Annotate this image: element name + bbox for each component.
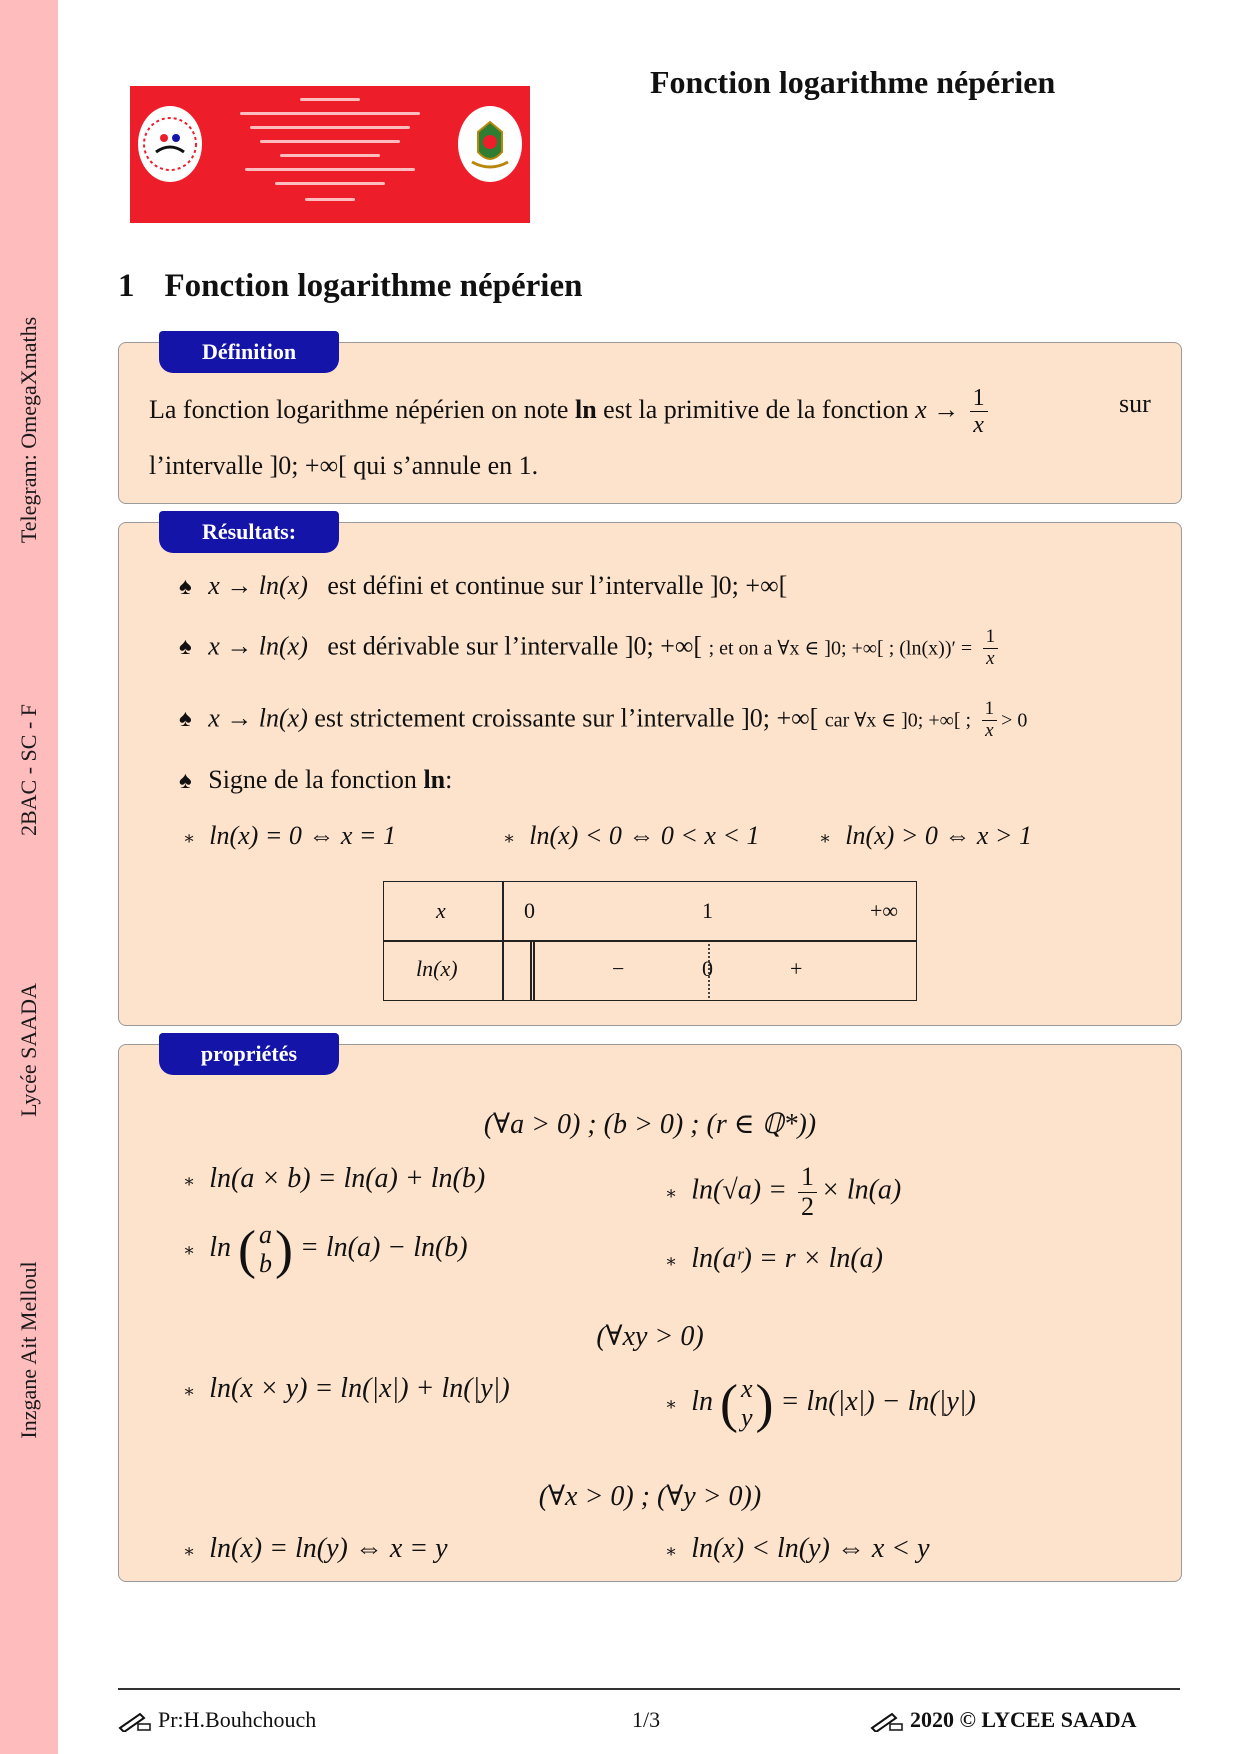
result-sign-heading: ♠ Signe de la fonction ln: bbox=[179, 765, 453, 794]
definition-fraction: $\frac{1}{x}$ bbox=[970, 385, 988, 439]
definition-tab: Définition bbox=[159, 331, 339, 373]
properties-box bbox=[118, 1041, 1182, 1582]
properties-condition-2: (∀xy > 0) bbox=[596, 1321, 704, 1352]
results-tab: Résultats: bbox=[159, 511, 339, 553]
pencil-icon bbox=[870, 1712, 904, 1732]
result-monotonic: ♠ x → ln(x) est strictement croissante sur l’intervalle ]0; +∞[ car ∀x ∈ ]0; +∞[ ; $\frac{1}{x}$ > 0 bbox=[179, 698, 1028, 741]
table-value-0: 0 bbox=[524, 898, 535, 923]
section-number: 1 bbox=[118, 268, 135, 304]
properties-condition-1: (∀a > 0) ; (b > 0) ; (r ∈ ℚ*)) bbox=[483, 1109, 817, 1140]
footer-copyright: 2020 © LYCEE SAADA bbox=[870, 1707, 1137, 1733]
table-sign-zero: 0 bbox=[702, 956, 713, 981]
pencil-icon bbox=[118, 1712, 152, 1732]
footer-author: Pr:H.Bouhchouch bbox=[118, 1707, 316, 1733]
table-value-1: 1 bbox=[702, 898, 713, 923]
result-continuity: ♠ x → ln(x) est défini et continue sur l’intervalle ]0; +∞[ bbox=[179, 571, 788, 600]
property-equality: ∗ ln(x) = ln(y) ⇔ x = y bbox=[183, 1533, 448, 1564]
property-product: ∗ ln(a × b) = ln(a) + ln(b) bbox=[183, 1163, 486, 1194]
property-inequality: ∗ ln(x) < ln(y) ⇔ x < y bbox=[665, 1533, 930, 1564]
spade-bullet-icon: ♠ bbox=[179, 768, 192, 794]
spade-bullet-icon: ♠ bbox=[179, 706, 192, 733]
sidebar-telegram: Telegram: OmegaXmaths bbox=[16, 316, 41, 544]
properties-condition-3: (∀x > 0) ; (∀y > 0)) bbox=[538, 1481, 762, 1512]
table-header-lnx: ln(x) bbox=[416, 956, 458, 981]
definition-sur: sur bbox=[1119, 389, 1151, 418]
definition-line-2: l’intervalle ]0; +∞[ qui s’annule en 1. bbox=[149, 451, 539, 480]
table-value-inf: +∞ bbox=[870, 898, 899, 923]
footer-page-number: 1/3 bbox=[632, 1707, 661, 1732]
spade-bullet-icon: ♠ bbox=[179, 574, 192, 600]
properties-tab: propriétés bbox=[159, 1033, 339, 1075]
result-derivability: ♠ x → ln(x) est dérivable sur l’intervalle ]0; +∞[ ; et on a ∀x ∈ ]0; +∞[ ; (ln(x))′ = $\frac{1}{x}$ bbox=[179, 627, 1002, 670]
sidebar-class: 2BAC - SC - F bbox=[16, 703, 41, 837]
property-sqrt: ∗ ln(√a) = $\frac{1}{2}$ × ln(a) bbox=[665, 1162, 902, 1221]
section-heading bbox=[118, 268, 582, 305]
property-quotient: ∗ ln ( a b ) = ln(a) − ln(b) bbox=[183, 1219, 468, 1280]
sign-table bbox=[383, 881, 917, 1001]
school-logo-banner bbox=[130, 86, 530, 223]
definition-box bbox=[118, 339, 1182, 504]
sign-negative: ∗ ln(x) < 0 ⇔ 0 < x < 1 bbox=[503, 821, 760, 850]
spade-bullet-icon: ♠ bbox=[179, 634, 192, 661]
school-seal-icon bbox=[138, 106, 202, 182]
table-sign-minus: − bbox=[612, 956, 625, 981]
sidebar-city: Inzgane Ait Melloul bbox=[16, 1261, 41, 1439]
sign-zero: ∗ ln(x) = 0 ⇔ x = 1 bbox=[183, 821, 396, 850]
sign-positive: ∗ ln(x) > 0 ⇔ x > 1 bbox=[819, 821, 1032, 850]
kingdom-emblem-icon bbox=[458, 106, 522, 182]
table-sign-plus: + bbox=[790, 956, 803, 981]
footer-divider bbox=[118, 1688, 1180, 1690]
sidebar-school: Lycée SAADA bbox=[16, 983, 41, 1117]
results-box bbox=[118, 519, 1182, 1026]
definition-line-1: La fonction logarithme népérien on note ln est la primitive de la fonction x → $\frac{1}{x}$ bbox=[149, 385, 992, 439]
table-header-x: x bbox=[436, 898, 446, 923]
left-sidebar bbox=[0, 0, 58, 1754]
section-title: Fonction logarithme népérien bbox=[164, 268, 583, 304]
property-quotient-abs: ∗ ln ( x y ) = ln(|x|) − ln(|y|) bbox=[665, 1373, 976, 1434]
page-title: Fonction logarithme népérien bbox=[650, 64, 1056, 100]
property-power: ∗ ln(aʳ) = r × ln(a) bbox=[665, 1243, 883, 1274]
property-product-abs: ∗ ln(x × y) = ln(|x|) + ln(|y|) bbox=[183, 1373, 510, 1404]
